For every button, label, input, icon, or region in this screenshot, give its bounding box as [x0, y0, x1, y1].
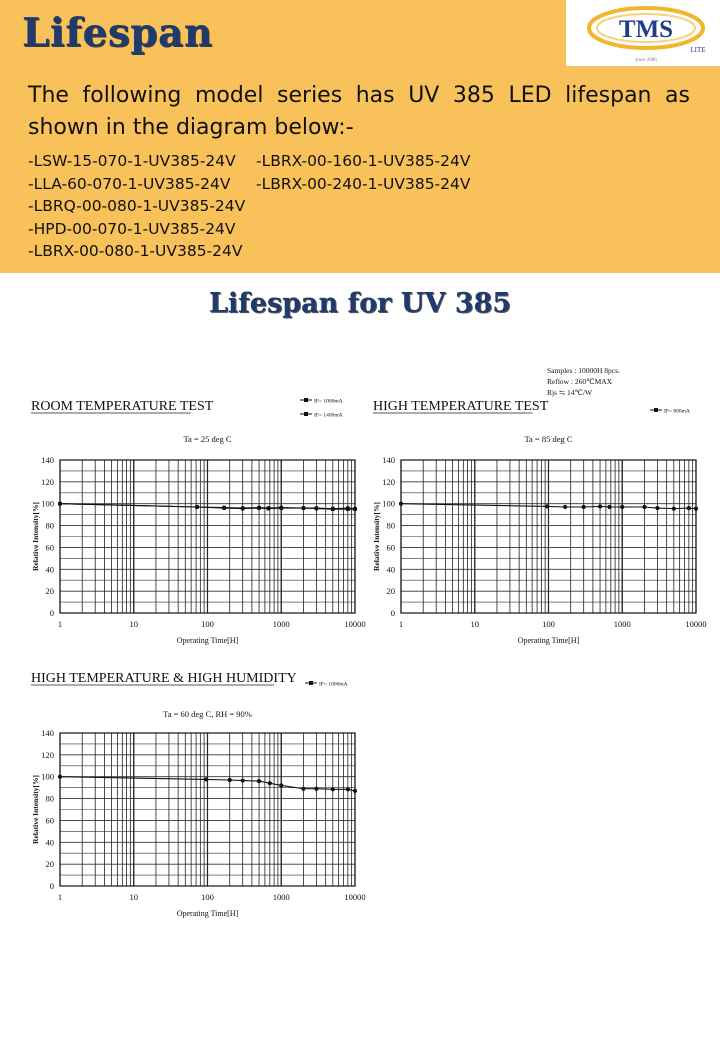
data-point: [315, 507, 319, 511]
data-point: [58, 775, 62, 779]
chart-section-title: Lifespan for UV 385: [208, 288, 512, 319]
data-point: [346, 507, 350, 511]
y-axis-label: Relative Intensity[%]: [31, 775, 40, 844]
y-axis-label: Relative Intensity[%]: [31, 502, 40, 571]
x-axis-label: Operating Time[H]: [176, 636, 239, 645]
chart-condition: Ta = 60 deg C, RH = 90%: [163, 709, 252, 719]
lifespan-charts: [0, 340, 720, 1040]
y-tick-label: 120: [382, 476, 395, 487]
model-name: -LBRX-00-240-1-UV385-24V: [256, 174, 471, 193]
data-point: [279, 506, 283, 510]
x-axis-label: Operating Time[H]: [517, 636, 580, 645]
y-tick-label: 20: [45, 586, 54, 597]
legend-label: IF= 1000mA: [314, 398, 343, 405]
data-point: [302, 506, 306, 510]
y-tick-label: 100: [382, 498, 395, 509]
y-axis-label: Relative Intensity[%]: [372, 502, 381, 571]
tms-logo-icon: [566, 0, 720, 66]
x-tick-label: 100: [542, 619, 555, 629]
legend-marker: [304, 412, 308, 416]
data-point: [582, 505, 586, 509]
model-row: [28, 173, 708, 196]
company-logo: [566, 0, 720, 66]
data-point: [655, 506, 659, 510]
model-name: -LSW-15-070-1-UV385-24V: [28, 152, 236, 170]
data-point: [346, 787, 350, 791]
test-note: Samples : 10000H 8pcs.: [547, 366, 620, 375]
chart-title: HIGH TEMPERATURE TEST: [373, 399, 549, 414]
y-tick-label: 20: [45, 859, 54, 870]
data-point: [545, 504, 549, 508]
x-tick-label: 1: [398, 619, 404, 629]
legend-marker: [654, 408, 658, 412]
y-tick-label: 60: [45, 542, 54, 553]
chart-condition: Ta = 85 deg C: [524, 434, 573, 444]
y-tick-label: 40: [386, 564, 395, 575]
page-title: Lifespan: [22, 10, 213, 56]
data-point: [301, 787, 305, 791]
y-tick-label: 120: [41, 749, 54, 760]
y-tick-label: 100: [41, 771, 54, 782]
svg-text:TMS: TMS: [618, 16, 674, 43]
y-tick-label: 140: [41, 455, 54, 465]
model-name: -LBRX-00-080-1-UV385-24V: [28, 242, 243, 260]
y-tick-label: 60: [386, 542, 395, 553]
chart-condition: Ta = 25 deg C: [183, 434, 232, 444]
data-point: [672, 507, 676, 511]
x-tick-label: 1: [57, 619, 63, 629]
y-tick-label: 80: [386, 520, 395, 531]
data-point: [694, 507, 698, 511]
model-name: -LBRX-00-160-1-UV385-24V: [256, 152, 471, 170]
y-tick-label: 100: [41, 498, 54, 509]
data-point: [353, 789, 357, 793]
model-row: [28, 195, 708, 218]
data-point: [195, 505, 199, 509]
model-row: [28, 218, 708, 241]
x-tick-label: 10000: [685, 619, 707, 629]
model-name: -HPD-00-070-1-UV385-24V: [28, 219, 236, 238]
legend-marker: [309, 681, 313, 685]
x-tick-label: 100: [201, 619, 214, 629]
svg-text:since 2006: since 2006: [635, 58, 657, 63]
y-tick-label: 140: [382, 455, 395, 465]
data-point: [642, 505, 646, 509]
legend-marker: [304, 398, 308, 402]
y-tick-label: 80: [45, 520, 54, 531]
legend-label: IF= 1000mA: [319, 681, 348, 688]
y-tick-label: 120: [41, 476, 54, 487]
data-point: [204, 777, 208, 781]
chart-title: HIGH TEMPERATURE & HIGH HUMIDITY: [31, 671, 297, 686]
data-point: [58, 502, 62, 506]
test-note: Rjs ≒ 14℃/W: [547, 388, 593, 397]
legend-label: IF= 1400mA: [314, 412, 343, 419]
data-point: [399, 502, 403, 506]
data-point: [257, 506, 261, 510]
data-point: [279, 783, 283, 787]
model-list: [28, 150, 708, 263]
data-point: [598, 504, 602, 508]
x-tick-label: 10: [129, 619, 138, 629]
model-row: [28, 150, 708, 173]
data-point: [331, 787, 335, 791]
y-tick-label: 40: [45, 837, 54, 848]
y-tick-label: 80: [45, 793, 54, 804]
model-name: -LBRQ-00-080-1-UV385-24V: [28, 197, 246, 215]
y-tick-label: 40: [45, 564, 54, 575]
data-point: [687, 506, 691, 510]
x-tick-label: 1: [57, 892, 63, 902]
x-tick-label: 1000: [613, 619, 631, 629]
intro-text: The following model series has UV 385 LED lifespan as shown in the diagram below:-: [28, 83, 690, 140]
y-tick-label: 20: [386, 586, 395, 597]
data-point: [353, 507, 357, 511]
data-point: [257, 779, 261, 783]
data-point: [267, 507, 271, 511]
data-point: [620, 505, 624, 509]
model-name: -LLA-60-070-1-UV385-24V: [28, 174, 231, 193]
svg-text:LITE: LITE: [690, 46, 706, 54]
data-point: [222, 506, 226, 510]
data-point: [241, 778, 245, 782]
x-tick-label: 10: [470, 619, 479, 629]
header-banner: [0, 0, 720, 273]
x-axis-label: Operating Time[H]: [176, 909, 239, 918]
y-tick-label: 0: [49, 608, 54, 618]
data-point: [241, 507, 245, 511]
legend-label: IF= 800mA: [664, 408, 690, 415]
data-point: [607, 505, 611, 509]
x-tick-label: 100: [201, 892, 214, 902]
x-tick-label: 10: [129, 892, 138, 902]
x-tick-label: 10000: [344, 892, 366, 902]
data-point: [268, 781, 272, 785]
y-tick-label: 0: [49, 881, 54, 891]
y-tick-label: 0: [390, 608, 395, 618]
y-tick-label: 60: [45, 815, 54, 826]
y-tick-label: 140: [41, 728, 54, 738]
x-tick-label: 10000: [344, 619, 366, 629]
chart-title: ROOM TEMPERATURE TEST: [31, 399, 214, 414]
test-note: Reflow : 260℃MAX: [547, 377, 613, 386]
data-point: [228, 778, 232, 782]
x-tick-label: 1000: [272, 619, 290, 629]
data-point: [563, 505, 567, 509]
data-point: [314, 787, 318, 791]
x-tick-label: 1000: [272, 892, 290, 902]
data-point: [331, 507, 335, 511]
model-row: [28, 240, 708, 263]
